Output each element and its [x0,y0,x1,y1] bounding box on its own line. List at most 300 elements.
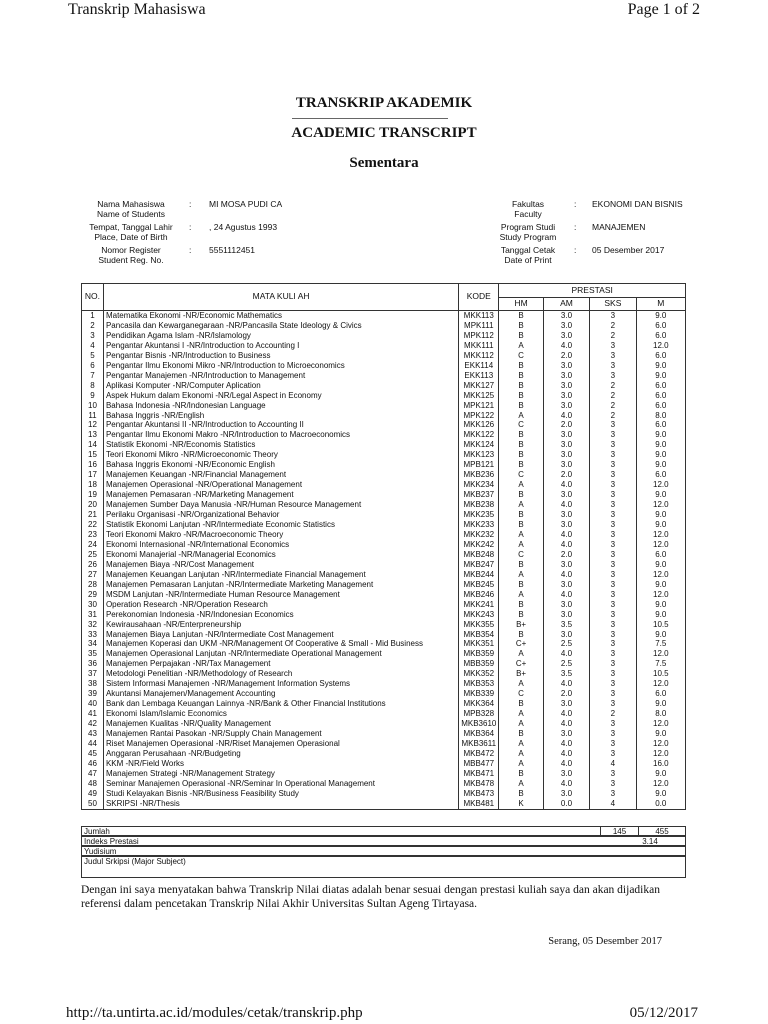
table-row [82,620,686,630]
cell-no: 37 [82,669,104,679]
cell-course: Pengantar Akuntansi II -NR/Introduction to Accounting II [103,420,458,430]
cell-am: 3.0 [543,371,589,381]
cell-m: 9.0 [636,560,685,570]
cell-sks: 2 [590,411,636,421]
cell-m: 9.0 [636,699,685,709]
birth-label [81,222,181,245]
cell-no: 36 [82,659,104,669]
cell-course: Manajemen Pemasaran Lanjutan -NR/Intermediate Marketing Management [103,580,458,590]
cell-am: 4.0 [543,530,589,540]
cell-hm: B [499,630,543,640]
cell-no: 7 [82,371,104,381]
cell-code: MKK111 [459,341,499,351]
cell-hm: C [499,470,543,480]
cell-no: 39 [82,689,104,699]
cell-course: Bank dan Lembaga Keuangan Lainnya -NR/Bank & Other Financial Institutions [103,699,458,709]
cell-course: Bahasa Inggris -NR/English [103,411,458,421]
cell-code: MKB3610 [459,719,499,729]
cell-code: MKB247 [459,560,499,570]
cell-hm: C+ [499,639,543,649]
cell-no: 46 [82,759,104,769]
cell-no: 44 [82,739,104,749]
table-row [82,351,686,361]
cell-am: 3.0 [543,630,589,640]
faculty-label [478,199,578,222]
table-row [82,540,686,550]
faculty-value: EKONOMI DAN BISNIS [592,199,683,209]
cell-hm: B [499,699,543,709]
col-header-hm: HM [499,298,543,311]
yudisium-label: Yudisium [84,847,117,856]
total-label: Jumlah [84,827,110,836]
cell-sks: 3 [590,361,636,371]
cell-code: MKB237 [459,490,499,500]
cell-hm: B [499,391,543,401]
colon: : [574,199,577,209]
cell-am: 3.0 [543,460,589,470]
cell-m: 9.0 [636,440,685,450]
cell-m: 12.0 [636,649,685,659]
cell-no: 2 [82,321,104,331]
cell-no: 8 [82,381,104,391]
cell-course: Statistik Ekonomi -NR/Economis Statistics [103,440,458,450]
reg-label-en: Student Reg. No. [98,255,164,265]
cell-am: 4.0 [543,590,589,600]
cell-sks: 2 [590,321,636,331]
cell-no: 43 [82,729,104,739]
cell-m: 12.0 [636,749,685,759]
cell-hm: A [499,709,543,719]
cell-code: MKK125 [459,391,499,401]
table-row [82,570,686,580]
print-date-row [478,245,683,268]
cell-sks: 3 [590,480,636,490]
cell-m: 12.0 [636,570,685,580]
cell-code: MKK126 [459,420,499,430]
cell-code: MKB481 [459,799,499,809]
faculty-label-id: Fakultas [511,199,545,209]
cell-no: 5 [82,351,104,361]
student-reg-no: 5551112451 [209,245,256,255]
cell-hm: B [499,361,543,371]
cell-no: 19 [82,490,104,500]
program-label-en: Study Program [499,232,557,242]
cell-code: MKK243 [459,610,499,620]
cell-sks: 3 [590,659,636,669]
cell-code: MKB473 [459,789,499,799]
cell-no: 33 [82,630,104,640]
cell-am: 2.5 [543,639,589,649]
cell-sks: 3 [590,610,636,620]
cell-am: 3.0 [543,331,589,341]
cell-hm: C [499,689,543,699]
cell-m: 12.0 [636,679,685,689]
cell-no: 48 [82,779,104,789]
declaration-text: Dengan ini saya menyatakan bahwa Transkrip Nilai diatas adalah benar sesuai dengan prestasi kuliah saya dan akan dijadikan referensi dalam pencetakan Transkrip Nilai Akhir Universitas Sultan Ageng Tirtayasa. [81,884,660,910]
cell-am: 4.0 [543,540,589,550]
cell-code: MKB3611 [459,739,499,749]
cell-no: 12 [82,420,104,430]
table-row [82,789,686,799]
cell-code: MKB339 [459,689,499,699]
cell-code: MBB477 [459,759,499,769]
cell-am: 3.0 [543,321,589,331]
faculty-label-en: Faculty [514,209,542,219]
transcript-body [82,311,686,810]
cell-sks: 3 [590,769,636,779]
col-header-sks: SKS [590,298,636,311]
table-row [82,490,686,500]
print-date-label-en: Date of Print [504,255,552,265]
cell-course: Pengantar Ilmu Ekonomi Mikro -NR/Introduction to Microeconomics [103,361,458,371]
cell-sks: 2 [590,709,636,719]
cell-no: 16 [82,460,104,470]
cell-am: 2.0 [543,351,589,361]
table-row [82,430,686,440]
cell-hm: B [499,401,543,411]
thesis-title-row [81,856,686,878]
cell-am: 2.0 [543,689,589,699]
cell-code: MKB236 [459,470,499,480]
cell-m: 9.0 [636,600,685,610]
cell-sks: 3 [590,450,636,460]
cell-hm: B [499,331,543,341]
reg-label [81,245,181,268]
cell-sks: 2 [590,401,636,411]
cell-am: 3.0 [543,610,589,620]
cell-sks: 3 [590,490,636,500]
birth-label-en: Place, Date of Birth [94,232,168,242]
print-date-value: 05 Desember 2017 [592,245,665,255]
cell-am: 4.0 [543,719,589,729]
table-row [82,520,686,530]
cell-m: 12.0 [636,739,685,749]
cell-am: 0.0 [543,799,589,809]
cell-code: MKK122 [459,430,499,440]
cell-hm: B [499,440,543,450]
cell-course: Statistik Ekonomi Lanjutan -NR/Intermediate Economic Statistics [103,520,458,530]
cell-sks: 2 [590,331,636,341]
colon: : [189,199,192,209]
cell-sks: 3 [590,550,636,560]
cell-sks: 3 [590,540,636,550]
birth-row [81,222,282,245]
cell-am: 3.0 [543,789,589,799]
table-row [82,709,686,719]
table-row [82,361,686,371]
colon: : [574,222,577,232]
cell-course: Aplikasi Komputer -NR/Computer Aplication [103,381,458,391]
cell-m: 12.0 [636,540,685,550]
cell-sks: 3 [590,630,636,640]
cell-hm: A [499,739,543,749]
table-row [82,371,686,381]
cell-am: 3.0 [543,401,589,411]
cell-am: 3.0 [543,510,589,520]
cell-m: 9.0 [636,729,685,739]
cell-code: MKB364 [459,729,499,739]
table-row [82,600,686,610]
cell-code: MKK234 [459,480,499,490]
cell-no: 50 [82,799,104,809]
cell-am: 4.0 [543,739,589,749]
cell-code: MKK123 [459,450,499,460]
cell-am: 4.0 [543,709,589,719]
cell-code: MPK111 [459,321,499,331]
cell-am: 3.0 [543,729,589,739]
table-row [82,689,686,699]
table-row [82,630,686,640]
cell-am: 4.0 [543,341,589,351]
cell-sks: 3 [590,719,636,729]
cell-am: 3.0 [543,769,589,779]
cell-no: 10 [82,401,104,411]
cell-course: Manajemen Biaya -NR/Cost Management [103,560,458,570]
cell-hm: B [499,311,543,321]
cell-hm: A [499,411,543,421]
cell-course: Matematika Ekonomi -NR/Economic Mathematics [103,311,458,321]
cell-sks: 3 [590,341,636,351]
cell-m: 6.0 [636,689,685,699]
cell-code: MKB238 [459,500,499,510]
cell-am: 3.0 [543,381,589,391]
cell-m: 6.0 [636,420,685,430]
cell-sks: 2 [590,381,636,391]
cell-no: 29 [82,590,104,600]
col-header-code: KODE [459,284,499,311]
cell-course: Ekonomi Islam/Islamic Economics [103,709,458,719]
cell-am: 4.0 [543,679,589,689]
cell-hm: A [499,590,543,600]
cell-course: Manajemen Kualitas -NR/Quality Management [103,719,458,729]
table-row [82,530,686,540]
cell-m: 9.0 [636,769,685,779]
cell-m: 12.0 [636,500,685,510]
cell-sks: 3 [590,699,636,709]
cell-sks: 3 [590,590,636,600]
cell-course: Metodologi Penelitian -NR/Methodology of Research [103,669,458,679]
cell-hm: C [499,420,543,430]
cell-m: 10.5 [636,620,685,630]
yudisium-row [81,846,686,856]
student-info-left [81,199,282,268]
cell-am: 3.5 [543,620,589,630]
doc-title: TRANSKRIP AKADEMIK [295,95,473,111]
cell-hm: B [499,520,543,530]
cell-no: 47 [82,769,104,779]
cell-sks: 3 [590,600,636,610]
cell-no: 35 [82,649,104,659]
cell-sks: 2 [590,391,636,401]
cell-hm: B [499,490,543,500]
cell-hm: A [499,341,543,351]
cell-course: Sistem Informasi Manajemen -NR/Management Information Systems [103,679,458,689]
thesis-title-label: Judul Srkipsi (Major Subject) [84,857,186,866]
col-header-m: M [636,298,685,311]
cell-course: Manajemen Sumber Daya Manusia -NR/Human Resource Management [103,500,458,510]
table-row [82,460,686,470]
cell-sks: 3 [590,351,636,361]
birth-label-id: Tempat, Tanggal Lahir [89,222,173,232]
cell-course: Manajemen Rantai Pasokan -NR/Supply Chain Management [103,729,458,739]
cell-am: 4.0 [543,480,589,490]
table-row [82,649,686,659]
table-row [82,450,686,460]
footer-date: 05/12/2017 [629,1005,698,1021]
cell-code: MKK352 [459,669,499,679]
cell-am: 3.5 [543,669,589,679]
colon: : [574,245,577,255]
faculty-row [478,199,683,222]
total-row [81,826,686,836]
cell-hm: C [499,351,543,361]
cell-sks: 4 [590,759,636,769]
doc-title-english: ACADEMIC TRANSCRIPT [291,125,477,141]
cell-course: Manajemen Pemasaran -NR/Marketing Management [103,490,458,500]
cell-am: 4.0 [543,779,589,789]
table-row [82,669,686,679]
cell-hm: B [499,729,543,739]
cell-no: 4 [82,341,104,351]
cell-hm: A [499,649,543,659]
cell-m: 6.0 [636,321,685,331]
gpa-row [81,836,686,846]
cell-course: Anggaran Perusahaan -NR/Budgeting [103,749,458,759]
cell-no: 20 [82,500,104,510]
table-row [82,420,686,430]
cell-m: 9.0 [636,630,685,640]
cell-code: MPK121 [459,401,499,411]
cell-hm: B [499,450,543,460]
cell-am: 3.0 [543,600,589,610]
cell-hm: C [499,550,543,560]
cell-course: Pendidikan Agama Islam -NR/Islamology [103,331,458,341]
cell-course: Manajemen Koperasi dan UKM -NR/Management Of Cooperative & Small - Mid Business [103,639,458,649]
cell-code: MKK235 [459,510,499,520]
col-header-no: NO. [82,284,104,311]
cell-hm: B [499,769,543,779]
cell-no: 17 [82,470,104,480]
cell-no: 3 [82,331,104,341]
cell-course: Operation Research -NR/Operation Research [103,600,458,610]
table-row [82,381,686,391]
cell-sks: 3 [590,440,636,450]
cell-m: 9.0 [636,520,685,530]
cell-m: 9.0 [636,460,685,470]
cell-sks: 4 [590,799,636,809]
cell-sks: 3 [590,311,636,321]
cell-code: MKB353 [459,679,499,689]
cell-hm: B+ [499,620,543,630]
table-row [82,580,686,590]
print-date-label [478,245,578,268]
cell-sks: 3 [590,789,636,799]
cell-hm: A [499,540,543,550]
cell-sks: 3 [590,470,636,480]
cell-sks: 3 [590,779,636,789]
cell-code: MKB472 [459,749,499,759]
cell-hm: K [499,799,543,809]
cell-hm: B [499,560,543,570]
cell-course: Teori Ekonomi Mikro -NR/Microeconomic Theory [103,450,458,460]
col-header-am: AM [543,298,589,311]
cell-course: Manajemen Keuangan -NR/Financial Management [103,470,458,480]
cell-code: EKK114 [459,361,499,371]
cell-hm: B [499,321,543,331]
table-row [82,769,686,779]
student-name: MI MOSA PUDI CA [209,199,283,209]
table-row [82,699,686,709]
cell-code: MKB354 [459,630,499,640]
gpa-value: 3.14 [642,837,658,846]
cell-course: Aspek Hukum dalam Ekonomi -NR/Legal Aspect in Economy [103,391,458,401]
cell-hm: A [499,679,543,689]
cell-code: MKK233 [459,520,499,530]
cell-no: 26 [82,560,104,570]
cell-hm: B [499,600,543,610]
cell-code: MKB246 [459,590,499,600]
cell-m: 9.0 [636,311,685,321]
cell-hm: A [499,759,543,769]
colon: : [189,222,192,232]
cell-sks: 3 [590,729,636,739]
cell-m: 12.0 [636,719,685,729]
cell-sks: 3 [590,580,636,590]
cell-no: 28 [82,580,104,590]
cell-code: MKB478 [459,779,499,789]
table-row [82,500,686,510]
cell-am: 4.0 [543,759,589,769]
table-row [82,749,686,759]
cell-m: 12.0 [636,590,685,600]
cell-course: Manajemen Perpajakan -NR/Tax Management [103,659,458,669]
signature-place-date: Serang, 05 Desember 2017 [548,936,662,947]
reg-row [81,245,282,268]
cell-course: SKRIPSI -NR/Thesis [103,799,458,809]
table-row [82,331,686,341]
cell-m: 9.0 [636,450,685,460]
cell-hm: B+ [499,669,543,679]
table-row [82,799,686,809]
cell-sks: 3 [590,739,636,749]
table-row [82,550,686,560]
cell-m: 16.0 [636,759,685,769]
cell-course: Perekonomian Indonesia -NR/Indonesian Economics [103,610,458,620]
program-value: MANAJEMEN [592,222,646,232]
cell-hm: B [499,381,543,391]
cell-course: Pengantar Bisnis -NR/Introduction to Business [103,351,458,361]
table-row [82,759,686,769]
cell-m: 12.0 [636,530,685,540]
cell-course: MSDM Lanjutan -NR/Intermediate Human Resource Management [103,590,458,600]
cell-course: Manajemen Biaya Lanjutan -NR/Intermediate Cost Management [103,630,458,640]
cell-no: 9 [82,391,104,401]
cell-am: 4.0 [543,411,589,421]
cell-code: MKK113 [459,311,499,321]
cell-no: 24 [82,540,104,550]
cell-hm: B [499,460,543,470]
cell-m: 6.0 [636,351,685,361]
cell-code: MKB245 [459,580,499,590]
cell-code: MKB248 [459,550,499,560]
cell-sks: 3 [590,560,636,570]
program-row [478,222,683,245]
cell-m: 6.0 [636,470,685,480]
cell-course: Perilaku Organisasi -NR/Organizational Behavior [103,510,458,520]
cell-code: MKK355 [459,620,499,630]
cell-am: 4.0 [543,649,589,659]
cell-m: 12.0 [636,779,685,789]
